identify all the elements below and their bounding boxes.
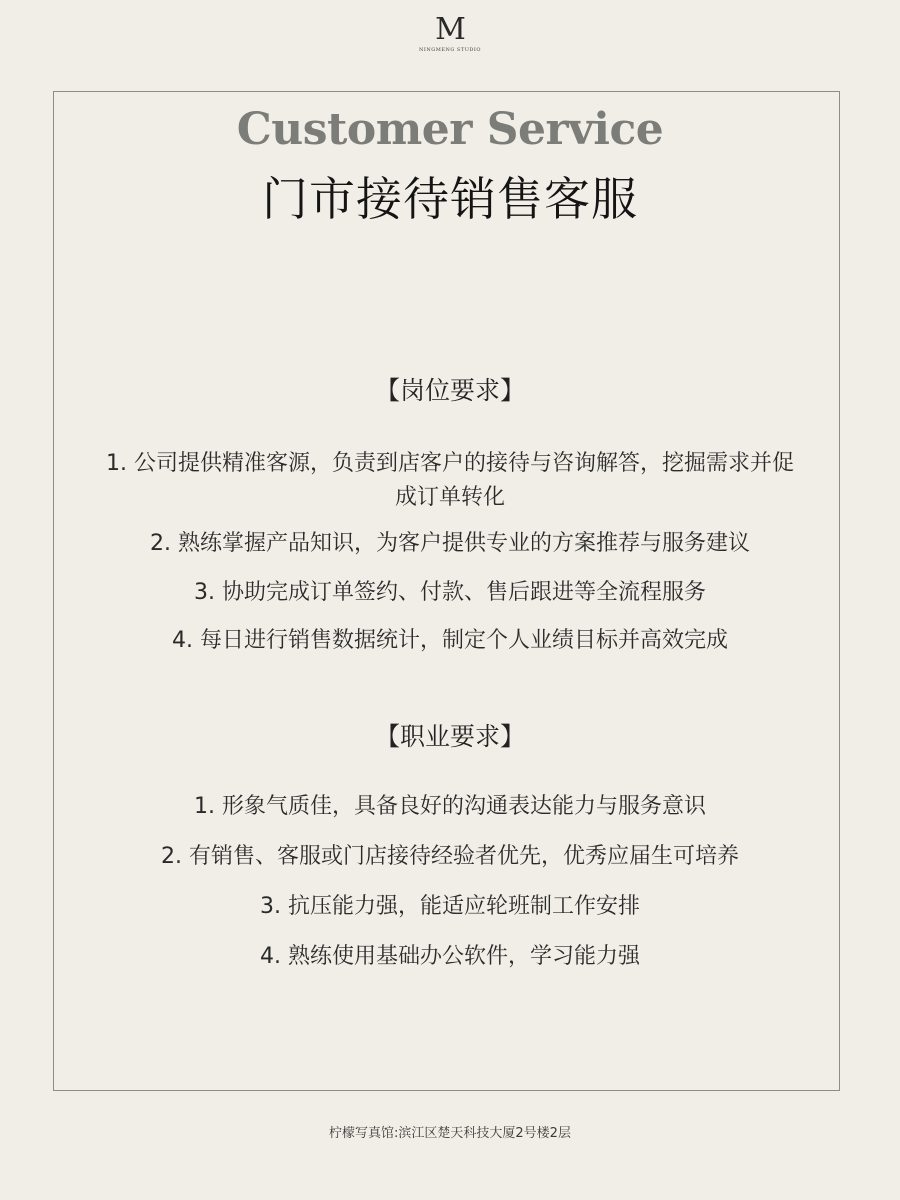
job-requirements-heading [0, 375, 900, 407]
job-requirement-item-4: 4. 每日进行销售数据统计，制定个人业绩目标并高效完成 [172, 628, 728, 653]
career-requirement-item-1: 1. 形象气质佳，具备良好的沟通表达能力与服务意识 [194, 794, 706, 819]
career-requirement-item-2: 2. 有销售、客服或门店接待经验者优先，优秀应届生可培养 [161, 844, 739, 869]
job-requirement-item-2: 2. 熟练掌握产品知识，为客户提供专业的方案推荐与服务建议 [150, 531, 750, 556]
logo-subtitle: NINGMENG STUDIO [418, 47, 481, 53]
section-heading: 【岗位要求】 [374, 376, 525, 405]
section-heading: 【职业要求】 [374, 722, 525, 751]
logo-mark: M [435, 12, 465, 47]
title-chinese: 门市接待销售客服 [262, 172, 638, 226]
career-requirements-heading [0, 721, 900, 753]
job-requirement-item-1: 1. 公司提供精准客源，负责到店客户的接待与咨询解答，挖掘需求并促成订单转化 [106, 451, 794, 510]
career-requirement-item-4: 4. 熟练使用基础办公软件，学习能力强 [260, 944, 640, 969]
studio-logo [0, 14, 900, 54]
career-requirement-item-3: 3. 抗压能力强，能适应轮班制工作安排 [260, 894, 640, 919]
footer-address: 柠檬写真馆:滨江区楚天科技大厦2号楼2层 [329, 1126, 571, 1141]
title-english: Customer Service [236, 104, 664, 155]
job-requirement-item-3: 3. 协助完成订单签约、付款、售后跟进等全流程服务 [194, 580, 706, 605]
